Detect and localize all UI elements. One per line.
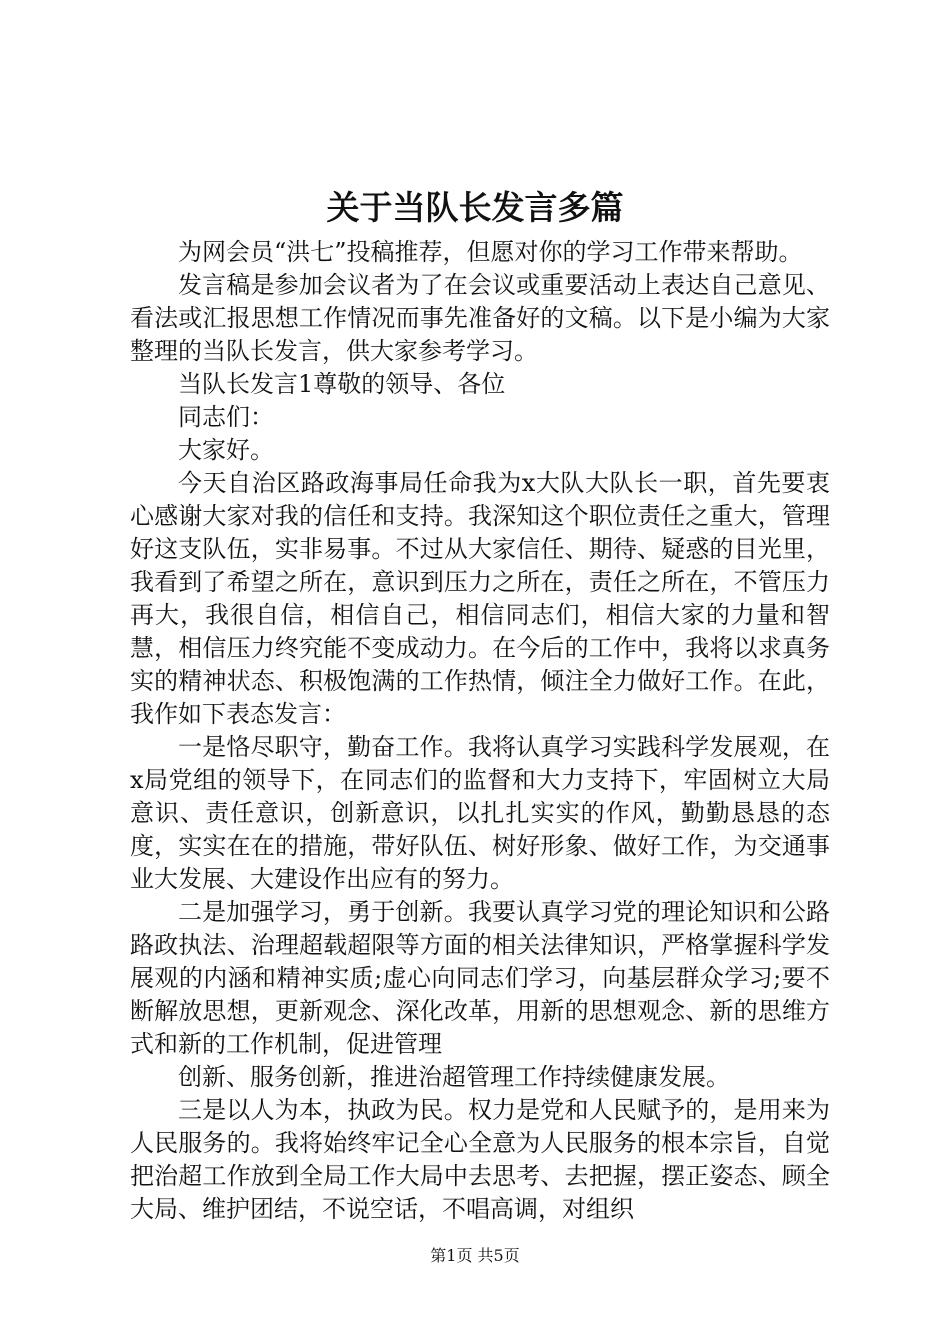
paragraph-appointment: 今天自治区路政海事局任命我为x大队大队长一职，首先要衷心感谢大家对我的信任和支持。我深知这个职位责任之重大，管理好这支队伍，实非易事。不过从大家信任、期待、疑惑的目光里，我看到了希望之所在，意识到压力之所在，责任之所在，不管压力再大，我很自信，相信自己，相信同志们，相信大家的力量和智慧，相信压力终究能不变成动力。在今后的工作中，我将以求真务实的精神状态、积极饱满的工作热情，倾注全力做好工作。在此，我作如下表态发言： <box>130 469 830 728</box>
paragraph-point-three: 三是以人为本，执政为民。权力是党和人民赋予的，是用来为人民服务的。我将始终牢记全心全意为人民服务的根本宗旨，自觉把治超工作放到全局工作大局中去思考、去把握，摆正姿态、顾全大局、维护团结，不说空话，不唱高调，对组织 <box>130 1096 830 1223</box>
document-title: 关于当队长发言多篇 <box>326 188 624 227</box>
paragraph-point-one: 一是恪尽职守，勤奋工作。我将认真学习实践科学发展观，在x局党组的领导下，在同志们的监督和大力支持下，牢固树立大局意识、责任意识，创新意识，以扎扎实实的作风，勤勤恳恳的态度，实实在在的措施，带好队伍、树好形象、做好工作，为交通事业大发展、大建设作出应有的努力。 <box>130 733 830 893</box>
document-body <box>130 236 830 1226</box>
paragraph-definition: 发言稿是参加会议者为了在会议或重要活动上表达自己意见、看法或汇报思想工作情况而事先准备好的文稿。以下是小编为大家整理的当队长发言，供大家参考学习。 <box>130 271 830 365</box>
paragraph-point-two-continued: 创新、服务创新，推进治超管理工作持续健康发展。 <box>178 1063 730 1091</box>
paragraph-intro: 为网会员“洪七”投稿推荐，但愿对你的学习工作带来帮助。 <box>178 238 803 266</box>
paragraph-point-two: 二是加强学习，勇于创新。我要认真学习党的理论知识和公路路政执法、治理超载超限等方面的相关法律知识，严格掌握科学发展观的内涵和精神实质;虚心向同志们学习，向基层群众学习;要不断解放思想，更新观念、深化改革，用新的思想观念、新的思维方式和新的工作机制，促进管理 <box>130 898 830 1058</box>
paragraph-greeting: 大家好。 <box>178 436 274 464</box>
paragraph-speech-heading: 当队长发言1尊敬的领导、各位 <box>178 370 506 398</box>
paragraph-salutation: 同志们： <box>178 403 274 431</box>
page-number-footer: 第1页 共5页 <box>430 1246 520 1265</box>
